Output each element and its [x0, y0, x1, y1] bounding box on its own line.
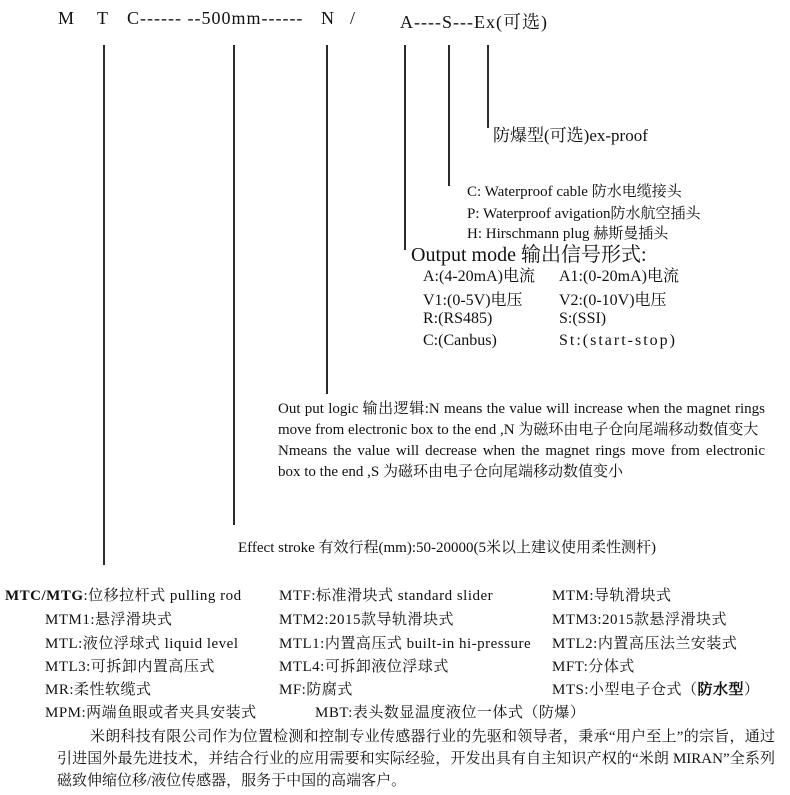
code-suffix-segment: A----S---Ex(可选): [400, 12, 548, 32]
connector-option-p: P: Waterproof avigation防水航空插头: [467, 206, 701, 222]
model-mbt: MBT:表头数显温度液位一体式（防爆）: [315, 705, 586, 721]
output-option-st: St:(start-stop): [559, 332, 677, 349]
output-logic-para-increase: Out put logic 输出逻辑:N means the value will increase when the magnet rings move from electronic box to the end ,N 为磁环由电子仓向尾端移动数值变大: [278, 401, 765, 438]
model-mts-waterproof: 防水型: [697, 682, 745, 698]
output-option-v1: V1:(0-5V)电压: [423, 292, 523, 309]
code-letter-t: T: [97, 8, 109, 28]
connector-option-h: H: Hirschmann plug 赫斯曼插头: [467, 226, 669, 242]
line-output-logic: [326, 45, 328, 394]
output-option-r: R:(RS485): [423, 310, 493, 327]
line-output-mode: [404, 45, 406, 250]
model-mft: MFT:分体式: [552, 659, 635, 675]
output-logic-block: [278, 399, 765, 483]
output-option-v2: V2:(0-10V)电压: [559, 292, 667, 309]
ex-proof-label: 防爆型(可选)ex-proof: [493, 126, 648, 145]
code-stroke-segment: C------ --500mm------: [127, 8, 304, 28]
model-mtm1: MTM1:悬浮滑块式: [45, 612, 173, 628]
model-mtc-mtg-desc: :位移拉杆式 pulling rod: [83, 588, 242, 604]
model-mts-pre: MTS:小型电子仓式（: [552, 682, 698, 698]
output-option-s: S:(SSI): [559, 310, 607, 327]
line-model-series: [103, 45, 105, 565]
company-intro-paragraph: 米朗科技有限公司作为位置检测和控制专业传感器行业的先驱和领导者，秉承“用户至上”的宗旨，通过引进国外最先进技术，并结合行业的应用需要和实际经验，开发出具有自主知识产权的“米朗 MIRAN”全系列磁致伸缩位移/液位传感器，服务于中国的高端客户。: [57, 729, 775, 789]
output-option-a1: A1:(0-20mA)电流: [559, 268, 679, 285]
model-mtl: MTL:液位浮球式 liquid level: [45, 636, 239, 652]
model-mtm2: MTM2:2015款导轨滑块式: [279, 612, 455, 628]
code-slash: /: [350, 8, 357, 28]
output-option-a: A:(4-20mA)电流: [423, 268, 535, 285]
model-mtl3: MTL3:可拆卸内置高压式: [45, 659, 215, 675]
model-mtc-mtg: [5, 584, 242, 605]
output-option-c: C:(Canbus): [423, 332, 497, 349]
model-mpm: MPM:两端鱼眼或者夹具安装式: [45, 705, 257, 721]
line-stroke-length: [233, 45, 235, 525]
output-mode-heading: Output mode 输出信号形式:: [411, 244, 647, 266]
model-mr: MR:柔性软缆式: [45, 682, 152, 698]
model-mtm3: MTM3:2015款悬浮滑块式: [552, 612, 728, 628]
model-mtl1: MTL1:内置高压式 built-in hi-pressure: [279, 636, 532, 652]
model-mts-post: ）: [744, 682, 760, 698]
model-mf: MF:防腐式: [279, 682, 353, 698]
model-mts: [552, 678, 760, 699]
code-letter-m: M: [58, 8, 76, 28]
model-mtl4: MTL4:可拆卸液位浮球式: [279, 659, 449, 675]
effect-stroke-note: Effect stroke 有效行程(mm):50-20000(5米以上建议使用柔性测杆): [238, 540, 657, 556]
output-logic-para-decrease: Nmeans the value will decrease when the magnet rings move from electronic box to the end ,S 为磁环由电子仓向尾端移动数值变小: [278, 443, 765, 480]
model-mtm: MTM:导轨滑块式: [552, 588, 672, 604]
model-mtf: MTF:标准滑块式 standard slider: [279, 588, 494, 604]
model-mtc-mtg-code: MTC/MTG: [5, 588, 84, 604]
code-letter-n: N: [321, 8, 335, 28]
line-connector-type: [448, 45, 450, 186]
model-mtl2: MTL2:内置高压法兰安装式: [552, 636, 738, 652]
connector-option-c: C: Waterproof cable 防水电缆接头: [467, 184, 682, 200]
line-ex-proof: [487, 45, 489, 128]
